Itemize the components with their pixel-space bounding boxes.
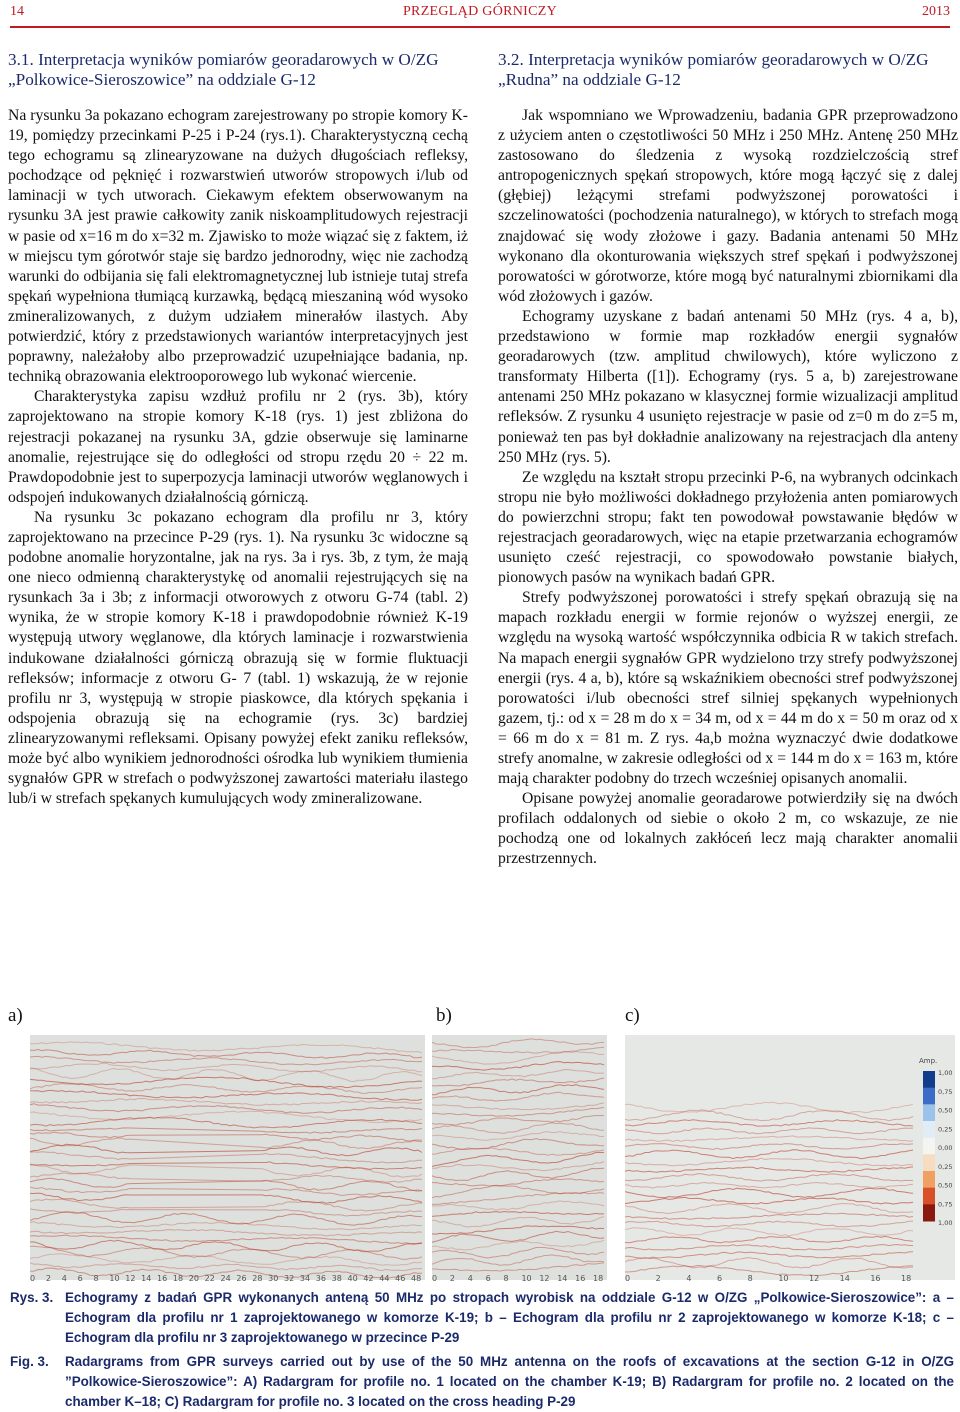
reflector-halo <box>432 1116 604 1126</box>
reflector-halo <box>432 1092 604 1101</box>
reflector-halo <box>432 1255 604 1266</box>
axis-tick-label: 2 <box>45 1274 51 1283</box>
reflector-halo <box>30 1164 422 1177</box>
caption-pl-text: Echogramy z badań GPR wykonanych anteną 50 MHz po stropach wyrobisk na oddziale G-12 w O/ZG „Polkowice-Sieroszowice”: a – Echogram dla profilu nr 1 zaprojektowanego w komorze K-19; b – Echogram dla profilu nr 2 zaprojektowanego w komorze K-18; c – Echogram dla profilu nr 3 zaprojektowanego w przecince P-29 <box>65 1290 954 1345</box>
reflector-halo <box>30 1132 422 1141</box>
axis-tick-label: 2 <box>449 1274 455 1283</box>
figure-label-b: b) <box>436 1005 452 1026</box>
reflector-halo <box>432 1148 604 1155</box>
axis-tick-label: 4 <box>467 1274 473 1283</box>
axis-tick-label: 36 <box>315 1274 326 1283</box>
colorbar-tick-label: 0,50 <box>938 1181 953 1190</box>
figure-label-a: a) <box>8 1005 23 1026</box>
axis-b <box>432 1274 607 1288</box>
caption-pl <box>10 1288 954 1352</box>
colorbar-tick-label: 1,00 <box>938 1219 953 1227</box>
caption-pl-label: Rys. 3. <box>10 1290 54 1305</box>
figure-label-c: c) <box>625 1005 640 1026</box>
paragraph: Opisane powyżej anomalie georadarowe potwierdziły się na dwóch profilach oddalonych od siebie o około 2 m, co wskazuje, ze nie pochodzą one od lokalnych zakłóceń lecz mają charakter anomalii przestrzennych. <box>498 790 958 868</box>
reflector-halo <box>625 1136 913 1142</box>
radargram-a-image <box>30 1035 425 1280</box>
axis-tick-label: 4 <box>686 1274 692 1283</box>
axis-tick-label: 48 <box>411 1274 422 1283</box>
axis-tick-label: 22 <box>204 1274 215 1283</box>
reflector-halo <box>625 1228 913 1236</box>
reflector-halo <box>625 1197 913 1204</box>
paragraph: Charakterystyka zapisu wzdłuż profilu nr 2 (rys. 3b), który zaprojektowano na stropie komory K-18 (rys. 1) jest zbliżona do rejestracji pokazanej na rysunku 3A, gdzie obserwuje się laminarne anomalie, rejestrujące się do odległości od stropu rzędu 20 ÷ 22 m. Prawdopodobnie jest to superpozycja laminacji utworów węglanowych i odspojeń indukowanych działalnością górniczą. <box>8 388 468 506</box>
reflector-halo <box>432 1070 604 1079</box>
axis-tick-label: 8 <box>747 1274 753 1283</box>
axis-tick-label: 12 <box>809 1274 820 1283</box>
reflector-halo <box>625 1221 913 1227</box>
reflector-halo <box>30 1187 422 1196</box>
reflector-halo <box>625 1150 913 1159</box>
axis-tick-label: 32 <box>284 1274 295 1283</box>
axis-tick-label: 16 <box>870 1274 881 1283</box>
colorbar-tick-label: 0,75 <box>938 1200 953 1209</box>
axis-tick-label: 18 <box>901 1274 912 1283</box>
reflector-halo <box>30 1263 422 1271</box>
axis-tick-label: 42 <box>363 1274 374 1283</box>
colorbar-title: Amp. <box>919 1057 938 1065</box>
colorbar-segment <box>923 1154 935 1171</box>
reflector-halo <box>432 1039 604 1048</box>
paragraph: Ze względu na kształt stropu przecinki P-6, na wybranych odcinkach stropu nie było możliwości dokładnego przyłożenia anten pomiarowych do powierzchni stropu; fakt ten powodował powstawanie błędów w rejestracjach georadarowych, więc na etapie przetwarzania echogramów usunięto cześć rejestracji, co spowodowało powstanie białych, pionowych pasów na wynikach badań GPR. <box>498 468 958 587</box>
colorbar-tick-label: 0,50 <box>938 1106 953 1115</box>
radargram-b-image <box>432 1035 607 1280</box>
axis-tick-label: 14 <box>141 1274 152 1283</box>
axis-tick-label: 16 <box>157 1274 168 1283</box>
reflector-halo <box>30 1144 422 1155</box>
reflector-halo <box>30 1128 422 1133</box>
reflector-halo <box>30 1254 422 1266</box>
radargram-c-image <box>625 1035 955 1280</box>
reflector-halo <box>625 1174 913 1182</box>
radargram-b <box>432 1035 607 1280</box>
reflector-halo <box>30 1077 422 1088</box>
paragraph: Echogramy uzyskane z badań antenami 50 MHz (rys. 4 a, b), przedstawiono w formie map rozkładów energii sygnałów georadarowych (tzw. amplitud chwilowych), które wyliczono z transformaty Hilberta ([1]). Echogramy (rys. 5 a, b) zarejestrowane antenami 250 MHz pokazano w klasycznej formie wizualizacji amplitud refleksów. Z rysunku 4 usunięto rejestracje w pasie od z=0 m do z=5 m, ponieważ ten pas był dokładnie analizowany na rejestracjach dla anteny 250 MHz (rys. 5). <box>498 307 958 466</box>
axis-tick-label: 6 <box>717 1274 723 1283</box>
reflector-halo <box>432 1139 604 1150</box>
reflector-halo <box>30 1199 422 1211</box>
caption-en <box>10 1352 954 1412</box>
page-header <box>10 4 950 24</box>
reflector-halo <box>432 1263 604 1271</box>
radargram-a <box>30 1035 425 1280</box>
axis-tick-label: 46 <box>395 1274 406 1283</box>
paragraph: Na rysunku 3a pokazano echogram zarejestrowany po stropie komory K-19, pomiędzy przecinkami P-25 i P-24 (rys.1). Charakterystyczną cechą tego echogramu są zlinearyzowane na dużych długościach refleksy, pochodzące od pęknięć i rozwarstwień utworów stropowych i/lub od laminacji w tych utworach. Ciekawym efektem obserwowanym na rysunku 3A jest prawie całkowity zanik niskoamplitudowych rejestracji w pasie od x=16 m do x=32 m. Zjawisko to może wiązać się z faktem, iż w miejscu tym górotwór staje się bardzo jednorodny, więc nie zachodzą warunki do odbijania się fali elektromagnetycznej lub istnieje tutaj strefa spękań wypełniona tłumiącą kurzawką, będącą mieszaniną wód wysoko zmineralizowanych, z dużym udziałem minerałów ilastych. Aby potwierdzić, który z przedstawionych wariantów interpretacyjnych jest poprawny, należałoby albo przeprowadzić uzupełniające badania, np. techniką obrazowania elektrooporowego lub wykonać wiercenie. <box>8 107 468 386</box>
colorbar-tick-label: 0,75 <box>938 1087 953 1096</box>
radargram-c <box>625 1035 955 1280</box>
axis-tick-label: 20 <box>188 1274 199 1283</box>
axis-tick-label: 12 <box>539 1274 550 1283</box>
right-column <box>498 50 958 870</box>
axis-tick-label: 0 <box>625 1274 631 1283</box>
reflector-halo <box>625 1183 913 1189</box>
colorbar-segment <box>923 1121 935 1138</box>
colorbar-tick-label: 1,00 <box>938 1069 953 1077</box>
reflector-halo <box>432 1217 604 1227</box>
axis-tick-label: 14 <box>839 1274 850 1283</box>
caption-en-text: Radargrams from GPR surveys carried out by use of the 50 MHz antenna on the roofs of excavations at the section G-12 in O/ZG ”Polkowice-Sieroszowice”: A) Radargram for profile no. 1 located on the chamber K-19; B) Radargram for profile no. 2 located on the chamber K–18; C) Radargram for profile no. 3 located on the cross heading P-29 <box>65 1354 954 1409</box>
reflector-halo <box>432 1240 604 1250</box>
reflector-halo <box>625 1213 913 1219</box>
left-column <box>8 50 468 809</box>
axis-a <box>30 1274 425 1288</box>
axis-tick-label: 0 <box>30 1274 36 1283</box>
axis-tick-label: 10 <box>109 1274 120 1283</box>
reflector-halo <box>625 1252 913 1258</box>
header-rule <box>10 26 950 28</box>
axis-tick-label: 14 <box>557 1274 568 1283</box>
reflector-halo <box>30 1230 422 1236</box>
axis-tick-label: 12 <box>125 1274 136 1283</box>
axis-tick-label: 26 <box>236 1274 247 1283</box>
axis-tick-label: 16 <box>575 1274 586 1283</box>
axis-tick-label: 28 <box>252 1274 263 1283</box>
axis-tick-label: 18 <box>172 1274 184 1283</box>
axis-tick-label: 18 <box>593 1274 604 1283</box>
reflector-halo <box>30 1222 422 1230</box>
section-title-3-1: 3.1. Interpretacja wyników pomiarów georadarowych w O/ZG „Polkowice-Sieroszowice” na oddziale G-12 <box>8 50 439 89</box>
axis-tick-label: 24 <box>220 1274 231 1283</box>
axis-tick-label: 34 <box>299 1274 311 1283</box>
axis-tick-label: 6 <box>485 1274 491 1283</box>
reflector-halo <box>625 1158 913 1166</box>
axis-tick-label: 2 <box>655 1274 661 1283</box>
reflector-halo <box>625 1102 913 1113</box>
reflector-halo <box>432 1078 604 1086</box>
colorbar-segment <box>923 1138 935 1155</box>
reflector-halo <box>625 1167 913 1172</box>
reflector-halo <box>625 1204 913 1214</box>
reflector-halo <box>432 1212 604 1217</box>
page-number: 14 <box>10 4 24 19</box>
reflector-halo <box>432 1062 604 1071</box>
colorbar-segment <box>923 1204 935 1221</box>
section-title-3-2: 3.2. Interpretacja wyników pomiarów georadarowych w O/ZG „Rudna” na oddziale G-12 <box>498 50 929 89</box>
paragraph: Strefy podwyższonej porowatości i strefy spękań obrazują się na mapach rozkładu energii w formie rejonów o wyższej energii, ze względu na wysoką wartość współczynnika odbicia R w takich strefach. Na mapach energii sygnałów GPR wydzielono trzy strefy podwyższonej energii (rys. 4 a, b), które są wskaźnikiem obecności stref podwyższonej porowatości i/lub obecności stref silniej spękanych wypełnionych gazem, tj.: od x = 28 m do x = 34 m, od x = 44 m do x = 50 m oraz od x = 66 m do x = 81 m. Z rys. 4a,b można wyznaczyć dwie dodatkowe strefy anomalne, w zakresie odległości od x = 144 m do x = 163 m, które mają charakter podobny do trzech wcześniej opisanych anomalii. <box>498 589 958 788</box>
reflector-halo <box>625 1144 913 1150</box>
axis-tick-label: 10 <box>521 1274 532 1283</box>
reflector-halo <box>432 1103 604 1110</box>
colorbar-tick-label: 0,25 <box>938 1162 953 1171</box>
axis-tick-label: 44 <box>379 1274 390 1283</box>
reflector-halo <box>625 1245 913 1251</box>
axis-tick-label: 4 <box>61 1274 67 1283</box>
paragraph: Jak wspomniano we Wprowadzeniu, badania GPR przeprowadzono z użyciem anten o częstotliwości 50 MHz i 250 MHz. Antenę 250 MHz zastosowano do śledzenia z wysoką rozdzielczością stref antropogenicznych spękań stropowych, które mogą łączyć się z dalej (głębiej) leżącymi strefami podwyższonej porowatości i szczelinowatości (pochodzenia naturalnego), w których to strefach mogą znajdować się wody złożowe i gazy. Badania antenami 50 MHz wykonano dla okonturowania większych stref spękań i podwyższonej porowatości w górotworze, które mogą być naturalnymi zbiornikami dla wód złożowych i gazów. <box>498 107 958 305</box>
reflector-halo <box>432 1162 604 1171</box>
colorbar-segment <box>923 1171 935 1188</box>
colorbar-segment <box>923 1188 935 1205</box>
reflector-halo <box>30 1042 422 1053</box>
axis-tick-label: 30 <box>268 1274 279 1283</box>
reflector-halo <box>30 1111 422 1122</box>
axis-tick-label: 10 <box>778 1274 789 1283</box>
reflector-halo <box>30 1056 422 1064</box>
axis-tick-label: 38 <box>331 1274 342 1283</box>
reflector-halo <box>30 1152 422 1163</box>
reflector-halo <box>625 1236 913 1242</box>
axis-tick-label: 0 <box>432 1274 438 1283</box>
reflector-halo <box>30 1090 422 1100</box>
colorbar-segment <box>923 1071 935 1088</box>
journal-year: 2013 <box>922 4 950 19</box>
axis-tick-label: 8 <box>93 1274 99 1283</box>
reflector-halo <box>432 1226 604 1234</box>
reflector-halo <box>30 1240 422 1251</box>
paragraph: Na rysunku 3c pokazano echogram dla profilu nr 3, który zaprojektowano na przecince P-29 (rys. 1). Na rysunku 3c widoczne są podobne anomalie horyzontalne, jak na rys. 3a i rys. 3b, z tym, że mają one nieco odmienną charakterystykę od anomalii rejestrujących się na rysunkach 3a i 3b; z informacji otworowych z otworu G-74 (tabl. 2) wynika, że w stropie komory K-18 i prawdopodobnie również K-19 występują utwory węglanowe, dla których laminacje i rozwarstwienia indukowane działalności górniczą obrazują się w formie fluktuacji refleksów; informacje z otworu G- 7 (tabl. 1) wskazują, że w rejonie profilu nr 3, występują w stropie piaskowce, dla których spękania i odspojenia obrazują się na echogramie (rys. 3c) bardziej zlinearyzowanymi refleksami. Opisany powyżej efekt zaniku refleksów, może być albo wynikiem jednorodności ośrodka lub wynikiem tłumienia sygnałów GPR w strefach o podwyższonej zawartości materiału ilastego lub/i w strefach spękanych kumulujących wody zmineralizowane. <box>8 508 468 808</box>
axis-tick-label: 40 <box>347 1274 358 1283</box>
reflector-halo <box>625 1128 913 1134</box>
colorbar-segment <box>923 1104 935 1121</box>
journal-title: PRZEGLĄD GÓRNICZY <box>402 4 558 19</box>
reflector-halo <box>30 1099 422 1106</box>
reflector-halo <box>625 1188 913 1197</box>
axis-c <box>625 1274 915 1288</box>
reflector-halo <box>432 1168 604 1180</box>
reflector-halo <box>432 1132 604 1141</box>
colorbar-tick-label: 0,25 <box>938 1125 953 1134</box>
caption-en-label: Fig. 3. <box>10 1354 49 1369</box>
axis-tick-label: 8 <box>503 1274 509 1283</box>
reflector-halo <box>30 1068 422 1082</box>
colorbar-segment <box>923 1088 935 1105</box>
reflector-halo <box>30 1050 422 1059</box>
axis-tick-label: 6 <box>77 1274 83 1283</box>
colorbar-tick-label: 0,00 <box>938 1144 953 1152</box>
